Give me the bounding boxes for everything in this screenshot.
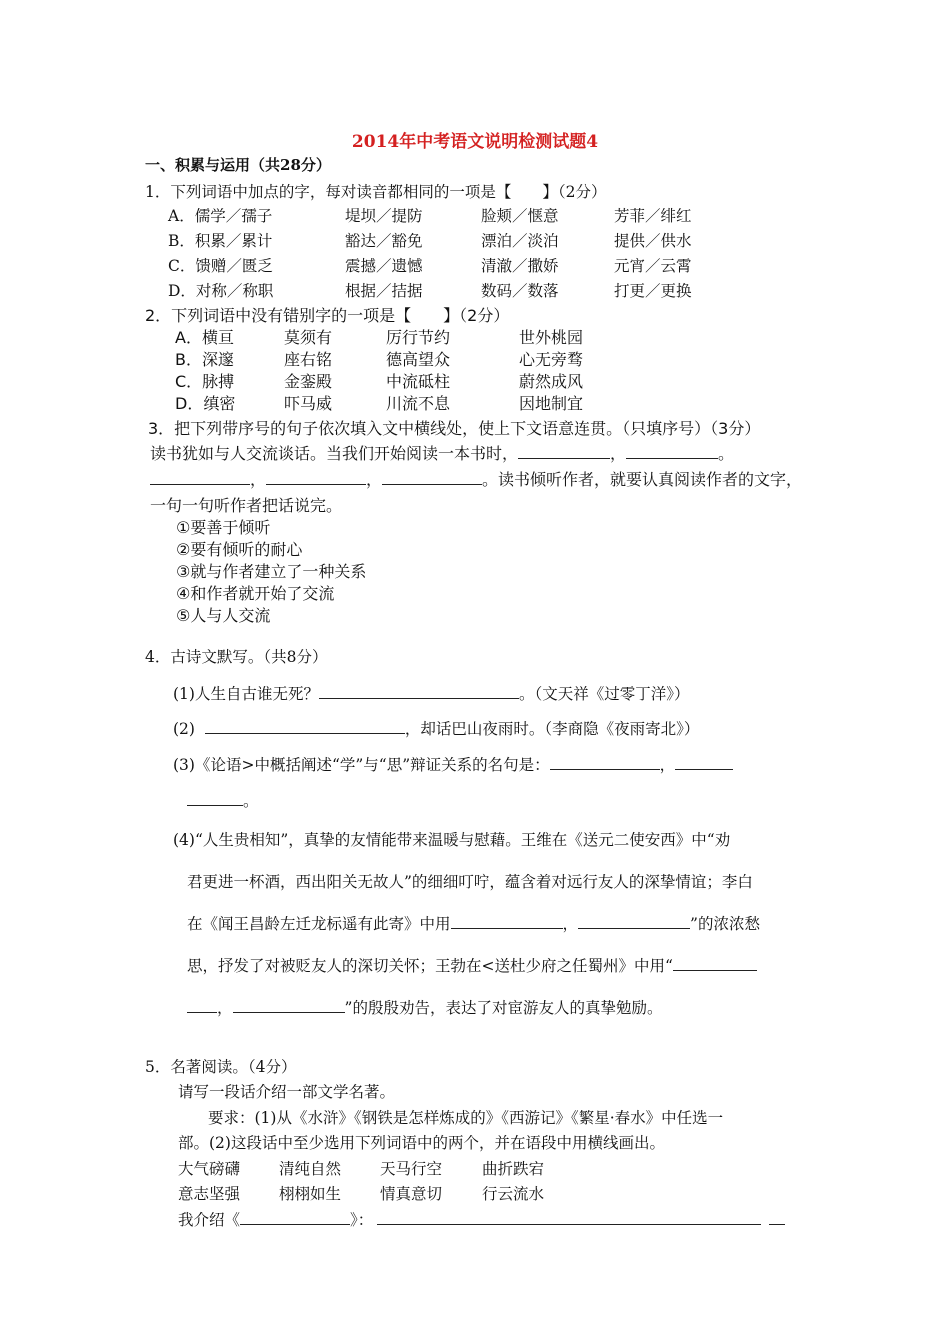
- word-option: 行云流水: [482, 1185, 545, 1203]
- question-4-item-4-line2: 君更进一杯酒，西出阳关无故人”的细细叮咛，蕴含着对远行友人的深挚情谊；李白: [187, 873, 753, 891]
- option-cell: 世外桃园: [519, 328, 584, 347]
- fill-blank[interactable]: [187, 804, 243, 806]
- fill-blank[interactable]: [266, 483, 366, 485]
- option-cell: 堤坝／提防: [345, 207, 423, 225]
- fill-blank[interactable]: [377, 1223, 761, 1225]
- fill-blank[interactable]: [451, 927, 563, 929]
- option-cell: 豁达／豁免: [345, 232, 423, 250]
- fill-blank[interactable]: [233, 1011, 345, 1013]
- option-cell: A．横亘: [175, 328, 234, 347]
- fill-blank[interactable]: [150, 483, 250, 485]
- word-option: 天马行空: [380, 1160, 443, 1178]
- fill-blank[interactable]: [518, 457, 610, 459]
- option-cell: 厉行节约: [386, 328, 451, 347]
- option-cell: 中流砥柱: [386, 372, 451, 391]
- option-cell: D．对称／称职: [168, 282, 274, 300]
- option-cell: 川流不息: [386, 394, 451, 413]
- option-cell: 元宵／云霄: [614, 257, 692, 275]
- option-cell: 脸颊／惬意: [481, 207, 559, 225]
- option-cell: C．馈赠／匮乏: [168, 257, 273, 275]
- question-5-intro: 我介绍《 》：: [178, 1208, 785, 1230]
- question-4-item-3-cont: 。: [187, 789, 259, 811]
- fill-blank[interactable]: [769, 1223, 785, 1225]
- list-item: ③就与作者建立了一种关系: [176, 562, 367, 581]
- question-3-passage-line2: ， ， 。读书倾听作者，就要认真阅读作者的文字，: [150, 467, 802, 490]
- fill-blank[interactable]: [626, 457, 718, 459]
- question-4-stem: 4．古诗文默写。（共8分）: [145, 648, 328, 666]
- option-cell: 因地制宜: [519, 394, 584, 413]
- list-item: ①要善于倾听: [176, 518, 271, 537]
- option-cell: 漂泊／淡泊: [481, 232, 559, 250]
- question-5-stem: 5．名著阅读。（4分）: [145, 1058, 297, 1076]
- option-cell: B．深邃: [175, 350, 234, 369]
- option-cell: 震撼／遗憾: [345, 257, 423, 275]
- word-option: 曲折跌宕: [482, 1160, 545, 1178]
- question-2-stem: 2．下列词语中没有错别字的一项是【 】（2分）: [145, 306, 510, 325]
- option-cell: B．积累／累计: [168, 232, 273, 250]
- question-4-item-4-line1: (4)“人生贵相知”，真挚的友情能带来温暖与慰藉。王维在《送元二使安西》中“劝: [173, 831, 731, 849]
- fill-blank[interactable]: [187, 1011, 217, 1013]
- option-cell: 清澈／撒娇: [481, 257, 559, 275]
- word-option: 栩栩如生: [279, 1185, 342, 1203]
- option-cell: C．脉搏: [175, 372, 235, 391]
- word-option: 情真意切: [380, 1185, 443, 1203]
- option-cell: 心无旁骛: [519, 350, 584, 369]
- option-cell: 根据／拮据: [345, 282, 423, 300]
- option-cell: 提供／供水: [614, 232, 692, 250]
- option-cell: 金銮殿: [284, 372, 333, 391]
- option-cell: 莫须有: [284, 328, 333, 347]
- list-item: ④和作者就开始了交流: [176, 584, 335, 603]
- question-4-item-4-line3: 在《闻王昌龄左迁龙标遥有此寄》中用 ， ”的浓浓愁: [187, 915, 760, 933]
- fill-blank[interactable]: [550, 768, 660, 770]
- question-4-item-1: (1)人生自古谁无死？ 。（文天祥《过零丁洋》）: [173, 685, 690, 703]
- question-3-passage-line3: 一句一句听作者把话说完。: [150, 496, 343, 515]
- fill-blank[interactable]: [240, 1223, 350, 1225]
- list-item: ⑤人与人交流: [176, 606, 271, 625]
- question-3-passage-line1: 读书犹如与人交流谈话。当我们开始阅读一本书时， ， 。: [150, 444, 735, 463]
- fill-blank[interactable]: [578, 927, 690, 929]
- option-cell: 蔚然成风: [519, 372, 584, 391]
- word-option: 清纯自然: [279, 1160, 342, 1178]
- word-option: 意志坚强: [178, 1185, 241, 1203]
- fill-blank[interactable]: [382, 483, 482, 485]
- question-5-line2: 要求：(1)从《水浒》《钢铁是怎样炼成的》《西游记》《繁星·春水》中任选一: [208, 1109, 724, 1127]
- question-4-item-4-line4: 思，抒发了对被贬友人的深切关怀；王勃在<送杜少府之任蜀州》中用“: [187, 954, 757, 976]
- question-4-item-4-line5: ， ”的殷殷劝告，表达了对宦游友人的真挚勉励。: [187, 996, 662, 1018]
- question-5-line3: 部。(2)这段话中至少选用下列词语中的两个，并在语段中用横线画出。: [178, 1134, 665, 1152]
- question-4-item-2: (2) ，却话巴山夜雨时。（李商隐《夜雨寄北》）: [173, 720, 700, 738]
- fill-blank[interactable]: [673, 969, 757, 971]
- page-title: 2014年中考语文说明检测试题4: [351, 132, 599, 152]
- list-item: ②要有倾听的耐心: [176, 540, 303, 559]
- word-option: 大气磅礴: [178, 1160, 241, 1178]
- question-1-stem: 1．下列词语中加点的字，每对读音都相同的一项是【 】（2分）: [145, 183, 607, 201]
- fill-blank[interactable]: [675, 768, 733, 770]
- section-heading: 一、积累与运用（共28分）: [145, 156, 331, 174]
- question-3-stem: 3．把下列带序号的句子依次填入文中横线处，使上下文语意连贯。（只填序号）（3分）: [148, 419, 761, 438]
- option-cell: 吓马威: [284, 394, 333, 413]
- fill-blank[interactable]: [319, 697, 519, 699]
- option-cell: 数码／数落: [481, 282, 559, 300]
- question-5-line1: 请写一段话介绍一部文学名著。: [178, 1083, 396, 1101]
- option-cell: D．缜密: [175, 394, 236, 413]
- question-4-item-3: (3)《论语>中概括阐述“学”与“思”辩证关系的名句是： ，: [173, 753, 733, 775]
- option-cell: A．儒学／孺子: [168, 207, 273, 225]
- fill-blank[interactable]: [205, 732, 405, 734]
- option-cell: 座右铭: [284, 350, 333, 369]
- option-cell: 德高望众: [386, 350, 451, 369]
- option-cell: 打更／更换: [614, 282, 692, 300]
- option-cell: 芳菲／绯红: [614, 207, 692, 225]
